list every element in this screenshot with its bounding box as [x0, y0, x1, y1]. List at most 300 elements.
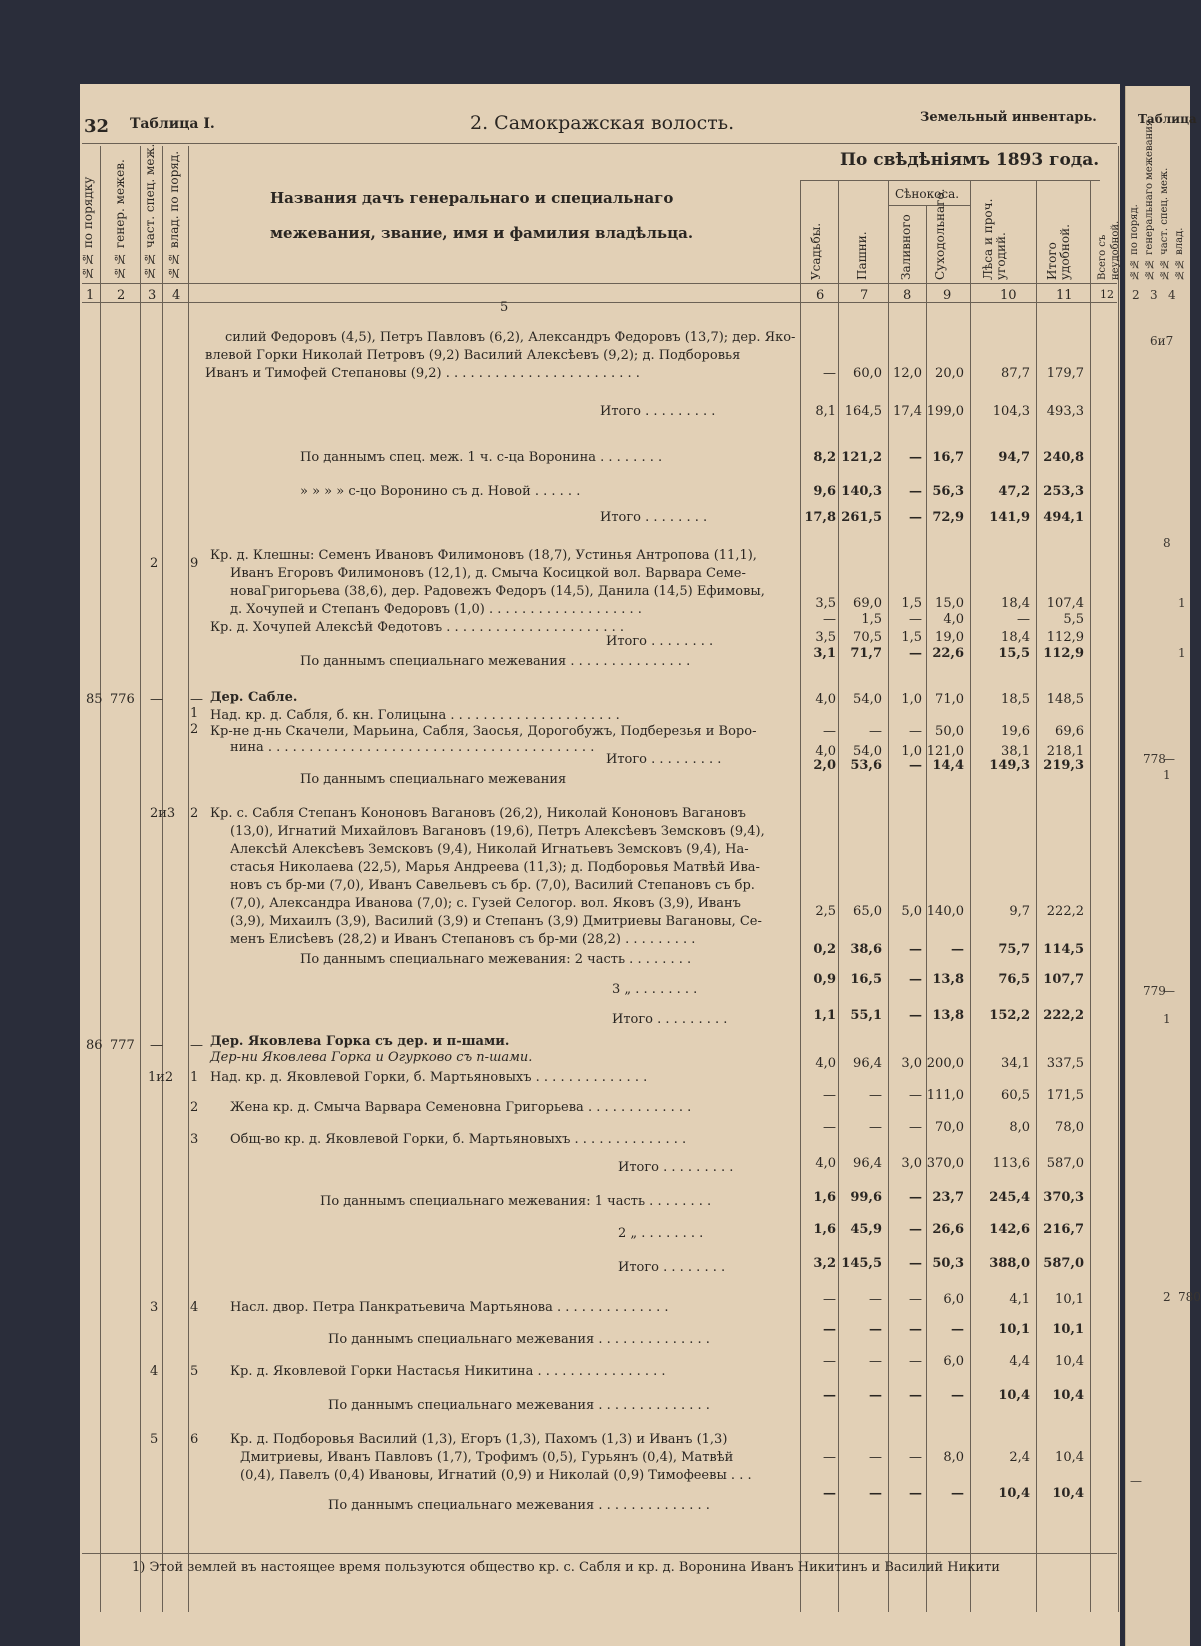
cell-value: 56,3 [932, 484, 964, 499]
cell-value: 53,6 [850, 758, 882, 773]
cell-value: 164,5 [844, 404, 882, 419]
cell-value: 587,0 [1043, 1256, 1084, 1271]
col-number: 5 [500, 300, 509, 315]
neighbor-cell: 778 [1143, 752, 1166, 766]
entry-line: Иванъ и Тимофей Степановы (9,2) . . . . . . . . . . . . . . . . . . . . . . . . [205, 366, 640, 381]
neighbor-cell: — [1163, 984, 1175, 998]
row-id-3: 2 [150, 556, 159, 571]
cell-value: 0,9 [813, 972, 836, 987]
cell-value: — [869, 1354, 882, 1369]
cell-value: 200,0 [926, 1056, 964, 1071]
cell-value: 10,4 [1052, 1388, 1084, 1403]
cell-value: 60,0 [853, 366, 882, 381]
total-label: Итого . . . . . . . . [618, 1260, 726, 1275]
cell-value: — [823, 1354, 836, 1369]
page-title: 2. Самокражская волость. [470, 112, 735, 134]
cell-value: — [909, 758, 922, 773]
entry-line: Насл. двор. Петра Панкратьевича Мартьянова . . . . . . . . . . . . . . [230, 1300, 669, 1315]
cell-value: — [869, 1088, 882, 1103]
row-id-3: — [150, 692, 163, 707]
entry-line: Иванъ Егоровъ Филимоновъ (12,1), д. Смыча Косицкой вол. Варвара Семе- [230, 566, 746, 581]
col-divider [188, 146, 189, 1612]
cell-value: 54,0 [853, 744, 882, 759]
cell-value: — [869, 1120, 882, 1135]
cell-value: 8,1 [815, 404, 836, 419]
senokos-rule [888, 205, 970, 206]
footer-rule [82, 1553, 1117, 1554]
cell-value: 240,8 [1043, 450, 1084, 465]
colnum-rule-top [82, 283, 1117, 284]
cell-value: 4,4 [1009, 1354, 1030, 1369]
cell-value: 17,4 [893, 404, 922, 419]
cell-value: 245,4 [989, 1190, 1030, 1205]
cell-value: 142,6 [989, 1222, 1030, 1237]
row-id-3: 2и3 [150, 806, 176, 821]
cell-value: 337,5 [1046, 1056, 1084, 1071]
cell-value: — [909, 612, 922, 627]
section-title: Земельный инвентарь. [920, 110, 1097, 125]
cell-value: 6,0 [943, 1354, 964, 1369]
settlement-title: Дер. Яковлева Горка съ дер. и п-шами. [210, 1034, 510, 1049]
cell-value: 0,2 [813, 942, 836, 957]
total-label: Итого . . . . . . . . . [600, 404, 716, 419]
cell-value: 60,5 [1001, 1088, 1030, 1103]
entry-line: Кр. д. Клешны: Семенъ Ивановъ Филимоновъ (18,7), Устинья Антропова (11,1), [210, 548, 757, 563]
cell-value: 112,9 [1043, 646, 1084, 661]
neighbor-page [1125, 86, 1190, 1646]
row-id-3: 5 [150, 1432, 159, 1447]
entry-line: (0,4), Павелъ (0,4) Ивановы, Игнатий (0,9) и Николай (0,9) Тимофеевы . . . [240, 1468, 752, 1483]
cell-value: 15,5 [998, 646, 1030, 661]
col-divider [140, 146, 141, 1612]
col-group-header: По свѣдѣніямъ 1893 года. [840, 150, 1100, 170]
cell-value: 54,0 [853, 692, 882, 707]
cell-value: — [909, 450, 922, 465]
special-survey-line: По даннымъ специальнаго межевания . . . . . . . . . . . . . . [328, 1332, 710, 1347]
cell-value: 19,0 [935, 630, 964, 645]
cell-value: 493,3 [1046, 404, 1084, 419]
cell-value: 370,3 [1043, 1190, 1084, 1205]
row-id-4: 1 [190, 706, 199, 721]
entry-line: Кр. д. Хочупей Алексѣй Федотовъ . . . . . . . . . . . . . . . . . . . . . . [210, 620, 624, 635]
neighbor-col-header-4: №№ влад. [1174, 227, 1185, 280]
cell-value: — [909, 1256, 922, 1271]
special-survey-line: 3 „ . . . . . . . . [612, 982, 698, 997]
cell-value: 55,1 [850, 1008, 882, 1023]
cell-value: 99,6 [850, 1190, 882, 1205]
cell-value: — [823, 1322, 836, 1337]
entry-line: новъ съ бр-ми (7,0), Иванъ Савельевъ съ бр. (7,0), Василий Степановъ съ бр. [230, 878, 755, 893]
cell-value: 370,0 [926, 1156, 964, 1171]
cell-value: — [869, 724, 882, 739]
cell-value: 5,0 [901, 904, 922, 919]
cell-value: 4,0 [815, 1056, 836, 1071]
neighbor-col-header-3: №№ част. спец. меж. [1159, 167, 1170, 280]
cell-value: — [909, 1322, 922, 1337]
col-header-10: Лѣса и проч. угодий. [981, 198, 1008, 280]
col-header-8: Заливного [899, 214, 913, 280]
header-rule [82, 143, 1117, 144]
entry-line: нина . . . . . . . . . . . . . . . . . . . . . . . . . . . . . . . . . . . . . . . . [230, 740, 595, 755]
row-id-4: 1 [190, 1070, 199, 1085]
cell-value: 1,5 [861, 612, 882, 627]
row-id-4: 5 [190, 1364, 199, 1379]
cell-value: 17,8 [804, 510, 836, 525]
cell-value: 388,0 [989, 1256, 1030, 1271]
cell-value: 10,4 [1052, 1486, 1084, 1501]
cell-value: — [869, 1486, 882, 1501]
cell-value: 4,0 [815, 692, 836, 707]
neighbor-cell: 2 [1163, 1290, 1171, 1304]
cell-value: 50,0 [935, 724, 964, 739]
cell-value: 16,7 [932, 450, 964, 465]
neighbor-col-header-2: №№ генеральнаго межевания [1144, 119, 1155, 280]
entry-line: Общ-во кр. д. Яковлевой Горки, б. Мартьяновыхъ . . . . . . . . . . . . . . [230, 1132, 687, 1147]
colnum-rule-bottom [82, 302, 1117, 303]
cell-value: — [909, 1486, 922, 1501]
cell-value: 72,9 [932, 510, 964, 525]
cell-value: 140,0 [926, 904, 964, 919]
cell-value: 4,1 [1009, 1292, 1030, 1307]
cell-value: 152,2 [989, 1008, 1030, 1023]
cell-value: 3,5 [815, 596, 836, 611]
cell-value: — [823, 1088, 836, 1103]
cell-value: 149,3 [989, 758, 1030, 773]
cell-value: 3,0 [901, 1156, 922, 1171]
cell-value: 34,1 [1001, 1056, 1030, 1071]
col-divider [800, 180, 801, 1612]
col-number: 6 [816, 288, 825, 303]
cell-value: — [951, 1388, 964, 1403]
cell-value: 494,1 [1043, 510, 1084, 525]
row-id-3: — [150, 1038, 163, 1053]
cell-value: 199,0 [926, 404, 964, 419]
col-number: 9 [943, 288, 952, 303]
group-rule [800, 180, 1100, 181]
cell-value: 45,9 [850, 1222, 882, 1237]
cell-value: — [823, 1120, 836, 1135]
entry-line: менъ Елисѣевъ (28,2) и Иванъ Степановъ съ бр-ми (28,2) . . . . . . . . . [230, 932, 696, 947]
cell-value: — [909, 1120, 922, 1135]
entry-line: (7,0), Александра Иванова (7,0); с. Гузей Селогор. вол. Яковъ (3,9), Иванъ [230, 896, 741, 911]
page-number: 32 [84, 116, 110, 137]
col-number: 10 [1000, 288, 1017, 303]
cell-value: 3,1 [813, 646, 836, 661]
entry-line: (13,0), Игнатий Михайловъ Вагановъ (19,6), Петръ Алексѣевъ Земсковъ (9,4), [230, 824, 765, 839]
cell-value: 3,0 [901, 1056, 922, 1071]
col-header-3: №№ част. спец. меж. [143, 143, 157, 280]
row-id-4: 2 [190, 1100, 199, 1115]
cell-value: 107,7 [1043, 972, 1084, 987]
cell-value: — [869, 1450, 882, 1465]
row-id-1: 86 [86, 1038, 103, 1053]
cell-value: 10,1 [1055, 1292, 1084, 1307]
cell-value: 1,0 [901, 692, 922, 707]
cell-value: 121,2 [841, 450, 882, 465]
cell-value: 8,0 [943, 1450, 964, 1465]
col-number: 11 [1056, 288, 1073, 303]
col-header-6: Усадьбы. [809, 222, 823, 280]
cell-value: 18,4 [1001, 630, 1030, 645]
neighbor-cell: 1 [1163, 1012, 1171, 1026]
cell-value: 179,7 [1046, 366, 1084, 381]
cell-value: — [869, 1322, 882, 1337]
neighbor-col-header-1: №№ по поряд. [1129, 204, 1140, 280]
cell-value: 38,6 [850, 942, 882, 957]
cell-value: — [869, 1292, 882, 1307]
total-label: Итого . . . . . . . . [606, 634, 714, 649]
col-number: 7 [860, 288, 869, 303]
special-survey-line: По даннымъ специальнаго межевания: 1 часть . . . . . . . . [320, 1194, 712, 1209]
col-number: 1 [86, 288, 95, 303]
cell-value: 16,5 [850, 972, 882, 987]
row-id-4: 4 [190, 1300, 199, 1315]
cell-value: 253,3 [1043, 484, 1084, 499]
col-divider [100, 146, 101, 1612]
cell-value: 261,5 [841, 510, 882, 525]
col-divider [1090, 180, 1091, 1612]
cell-value: — [909, 510, 922, 525]
cell-value: 15,0 [935, 596, 964, 611]
neighbor-cell: 4 [1168, 288, 1176, 302]
row-id-4: — [190, 1038, 203, 1053]
entry-line: Дмитриевы, Иванъ Павловъ (1,7), Трофимъ (0,5), Гурьянъ (0,4), Матвѣй [240, 1450, 734, 1465]
total-label: Итого . . . . . . . . . [612, 1012, 728, 1027]
row-id-4: 6 [190, 1432, 199, 1447]
cell-value: 218,1 [1046, 744, 1084, 759]
cell-value: — [823, 366, 836, 381]
cell-value: 8,0 [1009, 1120, 1030, 1135]
cell-value: 587,0 [1046, 1156, 1084, 1171]
cell-value: 71,7 [850, 646, 882, 661]
row-id-4: 2 [190, 722, 199, 737]
cell-value: 96,4 [853, 1156, 882, 1171]
cell-value: 38,1 [1001, 744, 1030, 759]
row-id-3: 3 [150, 1300, 159, 1315]
cell-value: — [909, 1450, 922, 1465]
cell-value: — [909, 972, 922, 987]
cell-value: 114,5 [1043, 942, 1084, 957]
footnote: 1) Этой землей въ настоящее время пользуются общество кр. с. Сабля и кр. д. Воронина Иванъ Никитинъ и Василий Никити [132, 1560, 1000, 1575]
entry-line: новаГригорьева (38,6), дер. Радовежъ Федоръ (14,5), Данила (14,5) Ефимовы, [230, 584, 765, 599]
cell-value: 140,3 [841, 484, 882, 499]
col-header-4: №№ влад. по поряд. [167, 150, 181, 280]
cell-value: — [909, 484, 922, 499]
cell-value: 10,4 [1055, 1450, 1084, 1465]
entry-line: Над. кр. д. Яковлевой Горки, б. Мартьяновыхъ . . . . . . . . . . . . . . [210, 1070, 648, 1085]
entry-line: Кр. д. Яковлевой Горки Настасья Никитина . . . . . . . . . . . . . . . . [230, 1364, 666, 1379]
cell-value: 87,7 [1001, 366, 1030, 381]
entry-line: Кр. с. Сабля Степанъ Кононовъ Вагановъ (26,2), Николай Кононовъ Вагановъ [210, 806, 746, 821]
cell-value: — [1017, 612, 1030, 627]
cell-value: 148,5 [1046, 692, 1084, 707]
entry-line: стасья Николаева (22,5), Марья Андреева (11,3); д. Подборовья Матвѣй Ива- [230, 860, 760, 875]
cell-value: 94,7 [998, 450, 1030, 465]
entry-line: Жена кр. д. Смыча Варвара Семеновна Григорьева . . . . . . . . . . . . . [230, 1100, 692, 1115]
cell-value: 65,0 [853, 904, 882, 919]
cell-value: 2,5 [815, 904, 836, 919]
col-header-1: №№ по порядку [81, 176, 95, 280]
col-divider [1036, 180, 1037, 1612]
col-divider [970, 180, 971, 1612]
total-label: Итого . . . . . . . . . [606, 752, 722, 767]
cell-value: — [823, 1292, 836, 1307]
cell-value: 4,0 [943, 612, 964, 627]
cell-value: 10,1 [1052, 1322, 1084, 1337]
cell-value: 10,4 [1055, 1354, 1084, 1369]
cell-value: 2,0 [813, 758, 836, 773]
col-header-11: Итого удобной. [1045, 224, 1072, 280]
cell-value: 12,0 [893, 366, 922, 381]
neighbor-cell: 2 [1132, 288, 1140, 302]
cell-value: — [909, 724, 922, 739]
row-id-4: 2 [190, 806, 199, 821]
col-header-5-line1: Названия дачъ генеральнаго и специальнаго [270, 189, 674, 207]
special-survey-line: По даннымъ специальнаго межевания: 2 часть . . . . . . . . [300, 952, 692, 967]
cell-value: 4,0 [815, 1156, 836, 1171]
neighbor-title: Таблица [1138, 112, 1197, 126]
cell-value: 71,0 [935, 692, 964, 707]
cell-value: — [909, 942, 922, 957]
cell-value: 9,7 [1009, 904, 1030, 919]
cell-value: 18,4 [1001, 596, 1030, 611]
col-header-7: Пашни. [855, 231, 869, 280]
row-id-3: 4 [150, 1364, 159, 1379]
cell-value: 4,0 [815, 744, 836, 759]
col-header-9: Суходольнаго. [933, 188, 947, 280]
col-header-5-line2: межевания, звание, имя и фамилия владѣльца. [270, 224, 694, 242]
senokos-header: Сѣнокоса. [895, 187, 960, 201]
special-survey-line: По даннымъ специальнаго межевания . . . . . . . . . . . . . . . [300, 654, 691, 669]
cell-value: 13,8 [932, 972, 964, 987]
entry-line: влевой Горки Николай Петровъ (9,2) Василий Алексѣевъ (9,2); д. Подборовья [205, 348, 741, 363]
col-number: 3 [148, 288, 157, 303]
neighbor-cell: 1 [1178, 646, 1186, 660]
col-number: 12 [1100, 288, 1114, 301]
cell-value: 96,4 [853, 1056, 882, 1071]
neighbor-cell: 1 [1178, 596, 1186, 610]
cell-value: 26,6 [932, 1222, 964, 1237]
cell-value: — [951, 942, 964, 957]
cell-value: — [909, 1190, 922, 1205]
cell-value: 14,4 [932, 758, 964, 773]
row-id-3: 1и2 [148, 1070, 174, 1085]
cell-value: — [823, 1450, 836, 1465]
cell-value: — [951, 1322, 964, 1337]
cell-value: 10,4 [998, 1388, 1030, 1403]
entry-line: (3,9), Михаилъ (3,9), Василий (3,9) и Степанъ (3,9) Дмитриевы Вагановы, Се- [230, 914, 762, 929]
cell-value: 70,0 [935, 1120, 964, 1135]
cell-value: 1,0 [901, 744, 922, 759]
cell-value: — [909, 1008, 922, 1023]
cell-value: — [909, 1388, 922, 1403]
cell-value: 9,6 [813, 484, 836, 499]
col-number: 8 [903, 288, 912, 303]
entry-line: Алексѣй Алексѣевъ Земсковъ (9,4), Николай Игнатьевъ Земсковъ (9,4), На- [230, 842, 749, 857]
row-id-1: 85 [86, 692, 103, 707]
cell-value: — [869, 1388, 882, 1403]
cell-value: 145,5 [841, 1256, 882, 1271]
special-survey-line: По даннымъ специальнаго межевания . . . . . . . . . . . . . . [328, 1498, 710, 1513]
neighbor-cell: 779 [1143, 984, 1166, 998]
col-header-12: Всего съ неудобной. [1097, 220, 1121, 280]
neighbor-cell: — [1130, 1474, 1142, 1488]
cell-value: 104,3 [992, 404, 1030, 419]
entry-line: д. Хочупей и Степанъ Федоровъ (1,0) . . . . . . . . . . . . . . . . . . . [230, 602, 642, 617]
cell-value: — [823, 724, 836, 739]
neighbor-cell: 3 [1150, 288, 1158, 302]
special-survey-line: » » » » с-цо Воронино съ д. Новой . . . . . . [300, 484, 581, 499]
col-number: 4 [172, 288, 181, 303]
cell-value: — [823, 612, 836, 627]
cell-value: 3,2 [813, 1256, 836, 1271]
cell-value: 70,5 [853, 630, 882, 645]
special-survey-line: 2 „ . . . . . . . . [618, 1226, 704, 1241]
col-divider [838, 180, 839, 1612]
cell-value: 20,0 [935, 366, 964, 381]
row-id-4: 9 [190, 556, 199, 571]
col-divider [162, 146, 163, 1612]
neighbor-cell: 780 [1178, 1290, 1201, 1304]
cell-value: 8,2 [813, 450, 836, 465]
cell-value: 10,1 [998, 1322, 1030, 1337]
entry-line: Кр-не д-нь Скачели, Марьина, Сабля, Заосья, Дорогобужъ, Подберезья и Воро- [210, 724, 757, 739]
cell-value: 10,4 [998, 1486, 1030, 1501]
cell-value: 18,5 [1001, 692, 1030, 707]
cell-value: 113,6 [992, 1156, 1030, 1171]
cell-value: 222,2 [1046, 904, 1084, 919]
special-survey-line: По даннымъ спец. меж. 1 ч. с-ца Воронина . . . . . . . . [300, 450, 663, 465]
cell-value: 5,5 [1063, 612, 1084, 627]
row-id-2: 777 [110, 1038, 135, 1053]
cell-value: — [823, 1388, 836, 1403]
cell-value: 19,6 [1001, 724, 1030, 739]
cell-value: 219,3 [1043, 758, 1084, 773]
cell-value: — [909, 1292, 922, 1307]
col-number: 2 [117, 288, 126, 303]
cell-value: 1,6 [813, 1190, 836, 1205]
cell-value: 222,2 [1043, 1008, 1084, 1023]
table-label: Таблица I. [130, 116, 215, 132]
cell-value: — [951, 1486, 964, 1501]
cell-value: 69,0 [853, 596, 882, 611]
cell-value: — [823, 1486, 836, 1501]
cell-value: 121,0 [926, 744, 964, 759]
cell-value: 75,7 [998, 942, 1030, 957]
cell-value: 1,6 [813, 1222, 836, 1237]
cell-value: 111,0 [926, 1088, 964, 1103]
neighbor-cell: 1 [1163, 768, 1171, 782]
page-edge-divider [1118, 146, 1119, 1612]
special-survey-line: По даннымъ специальнаго межевания [300, 772, 567, 787]
cell-value: 13,8 [932, 1008, 964, 1023]
cell-value: 3,5 [815, 630, 836, 645]
entry-line: Над. кр. д. Сабля, б. кн. Голицына . . . . . . . . . . . . . . . . . . . . . [210, 708, 620, 723]
neighbor-cell: 6и7 [1150, 334, 1174, 348]
cell-value: 22,6 [932, 646, 964, 661]
cell-value: 141,9 [989, 510, 1030, 525]
cell-value: — [909, 1088, 922, 1103]
cell-value: 47,2 [998, 484, 1030, 499]
cell-value: 216,7 [1043, 1222, 1084, 1237]
row-id-2: 776 [110, 692, 135, 707]
cell-value: 2,4 [1009, 1450, 1030, 1465]
cell-value: 76,5 [998, 972, 1030, 987]
settlement-subtitle: Дер-ни Яковлева Горка и Огурково съ п-шами. [210, 1050, 533, 1065]
cell-value: 112,9 [1046, 630, 1084, 645]
row-id-4: — [190, 692, 203, 707]
cell-value: 78,0 [1055, 1120, 1084, 1135]
